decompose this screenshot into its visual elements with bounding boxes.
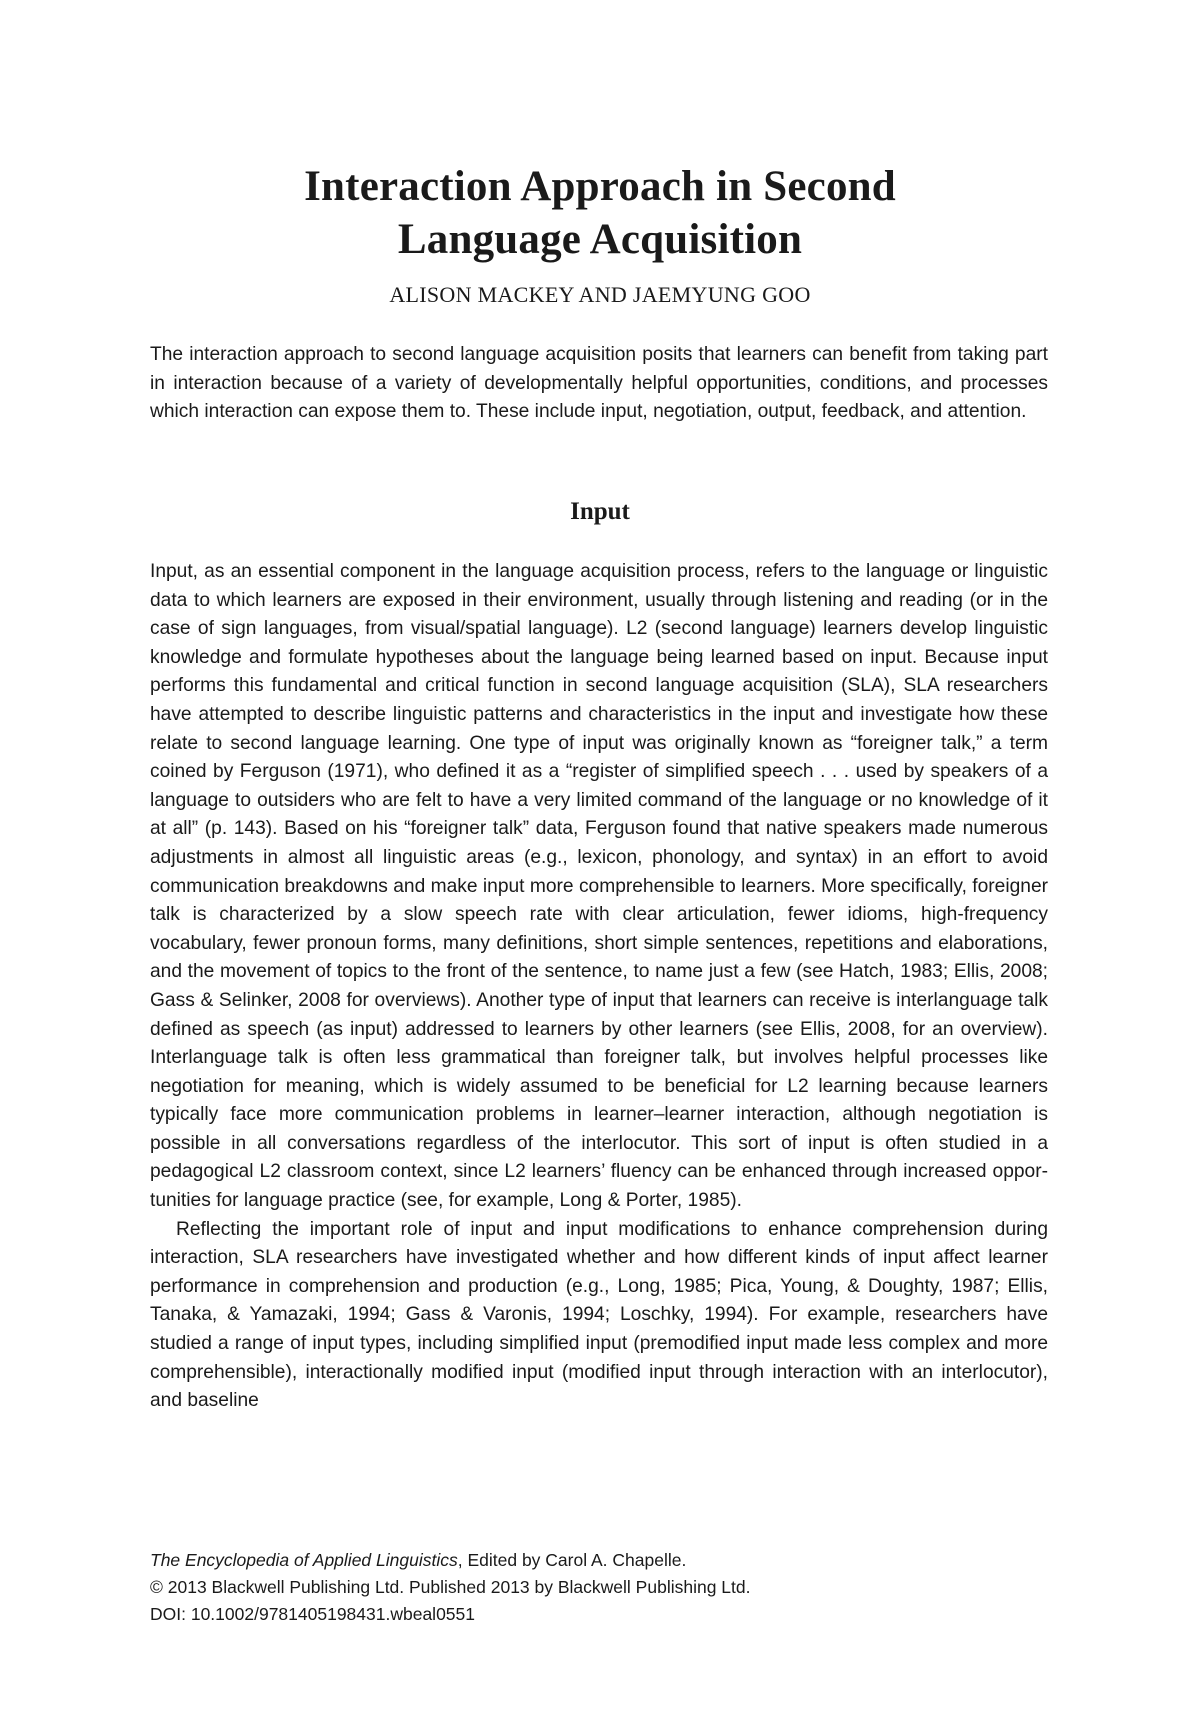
- section-heading-input: Input: [570, 498, 630, 525]
- article-authors: ALISON MACKEY AND JAEMYUNG GOO: [389, 282, 811, 307]
- body-paragraph-1: Input, as an essential component in the language acquisition process, refers to the language or linguistic data to which learners are exposed in their environment, usually through listening and reading (or in the case of sign languages, from visual/spatial language). L2 (second language) learners develop linguistic knowledge and formulate hypotheses about the language being learned based on input. Because input performs this fundamental and critical function in second language acquisition (SLA), SLA researchers have attempted to describe linguistic patterns and characteristics in the input and investigate how these relate to second language learning. One type of input was originally known as “foreigner talk,” a term coined by Ferguson (1971), who defined it as a “register of simplified speech . . . used by speakers of a language to outsiders who are felt to have a very limited command of the language or no knowledge of it at all” (p. 143). Based on his “foreigner talk” data, Ferguson found that native speakers made numerous adjustments in almost all linguistic areas (e.g., lexicon, phonology, and syntax) in an effort to avoid communication breakdowns and make input more comprehensible to learners. More specifically, foreigner talk is characterized by a slow speech rate with clear articulation, fewer idioms, high-frequency vocabulary, fewer pronoun forms, many definitions, short simple sentences, repetitions and elaborations, and the movement of topics to the front of the sentence, to name just a few (see Hatch, 1983; Ellis, 2008; Gass & Selinker, 2008 for overviews). Another type of input that learners can receive is interlanguage talk defined as speech (as input) addressed to learners by other learners (see Ellis, 2008, for an overview). Interlanguage talk is often less grammatical than foreigner talk, but involves helpful processes like negotiation for meaning, which is widely assumed to be beneficial for L2 learning because learners typically face more communication problems in learner–learner interaction, although negotiation is possible in all conversations regardless of the interlocutor. This sort of input is often studied in a pedagogical L2 classroom context, since L2 learners’ fluency can be enhanced through increased opportunities for language practice (see, for example, Long & Porter, 1985).: [150, 561, 1048, 1212]
- article-title: [150, 160, 1050, 266]
- footer-edited-by: , Edited by Carol A. Chapelle.: [457, 1550, 687, 1570]
- footer-doi: DOI: 10.1002/9781405198431.wbeal0551: [150, 1604, 475, 1624]
- article-abstract: The interaction approach to second language acquisition posits that learners can benefit from taking part in interaction because of a variety of developmentally helpful opportunities, conditions, and processes which interaction can expose them to. These include input, negotiation, output, feedback, and attention.: [150, 344, 1048, 423]
- section-body: [150, 558, 1048, 1416]
- citation-footer: [150, 1547, 1048, 1628]
- footer-copyright: © 2013 Blackwell Publishing Ltd. Published 2013 by Blackwell Publishing Ltd.: [150, 1577, 751, 1597]
- article-title-line-2: Language Acquisition: [397, 216, 803, 263]
- footer-encyclopedia-title: The Encyclopedia of Applied Linguistics: [150, 1550, 458, 1570]
- article-title-line-1: Interaction Approach in Second: [304, 163, 896, 210]
- footer-edition-line: [150, 1547, 1048, 1574]
- body-paragraph-2: Reflecting the important role of input and input modifications to enhance comprehension during interaction, SLA researchers have investigated whether and how different kinds of input affect learner performance in comprehension and production (e.g., Long, 1985; Pica, Young, & Doughty, 1987; Ellis, Tanaka, & Yamazaki, 1994; Gass & Varonis, 1994; Loschky, 1994). For example, researchers have studied a range of input types, including simplified input (premodified input made less complex and more comprehensible), interactionally modified input (modified input through interaction with an interlocutor), and baseline: [150, 1218, 1048, 1412]
